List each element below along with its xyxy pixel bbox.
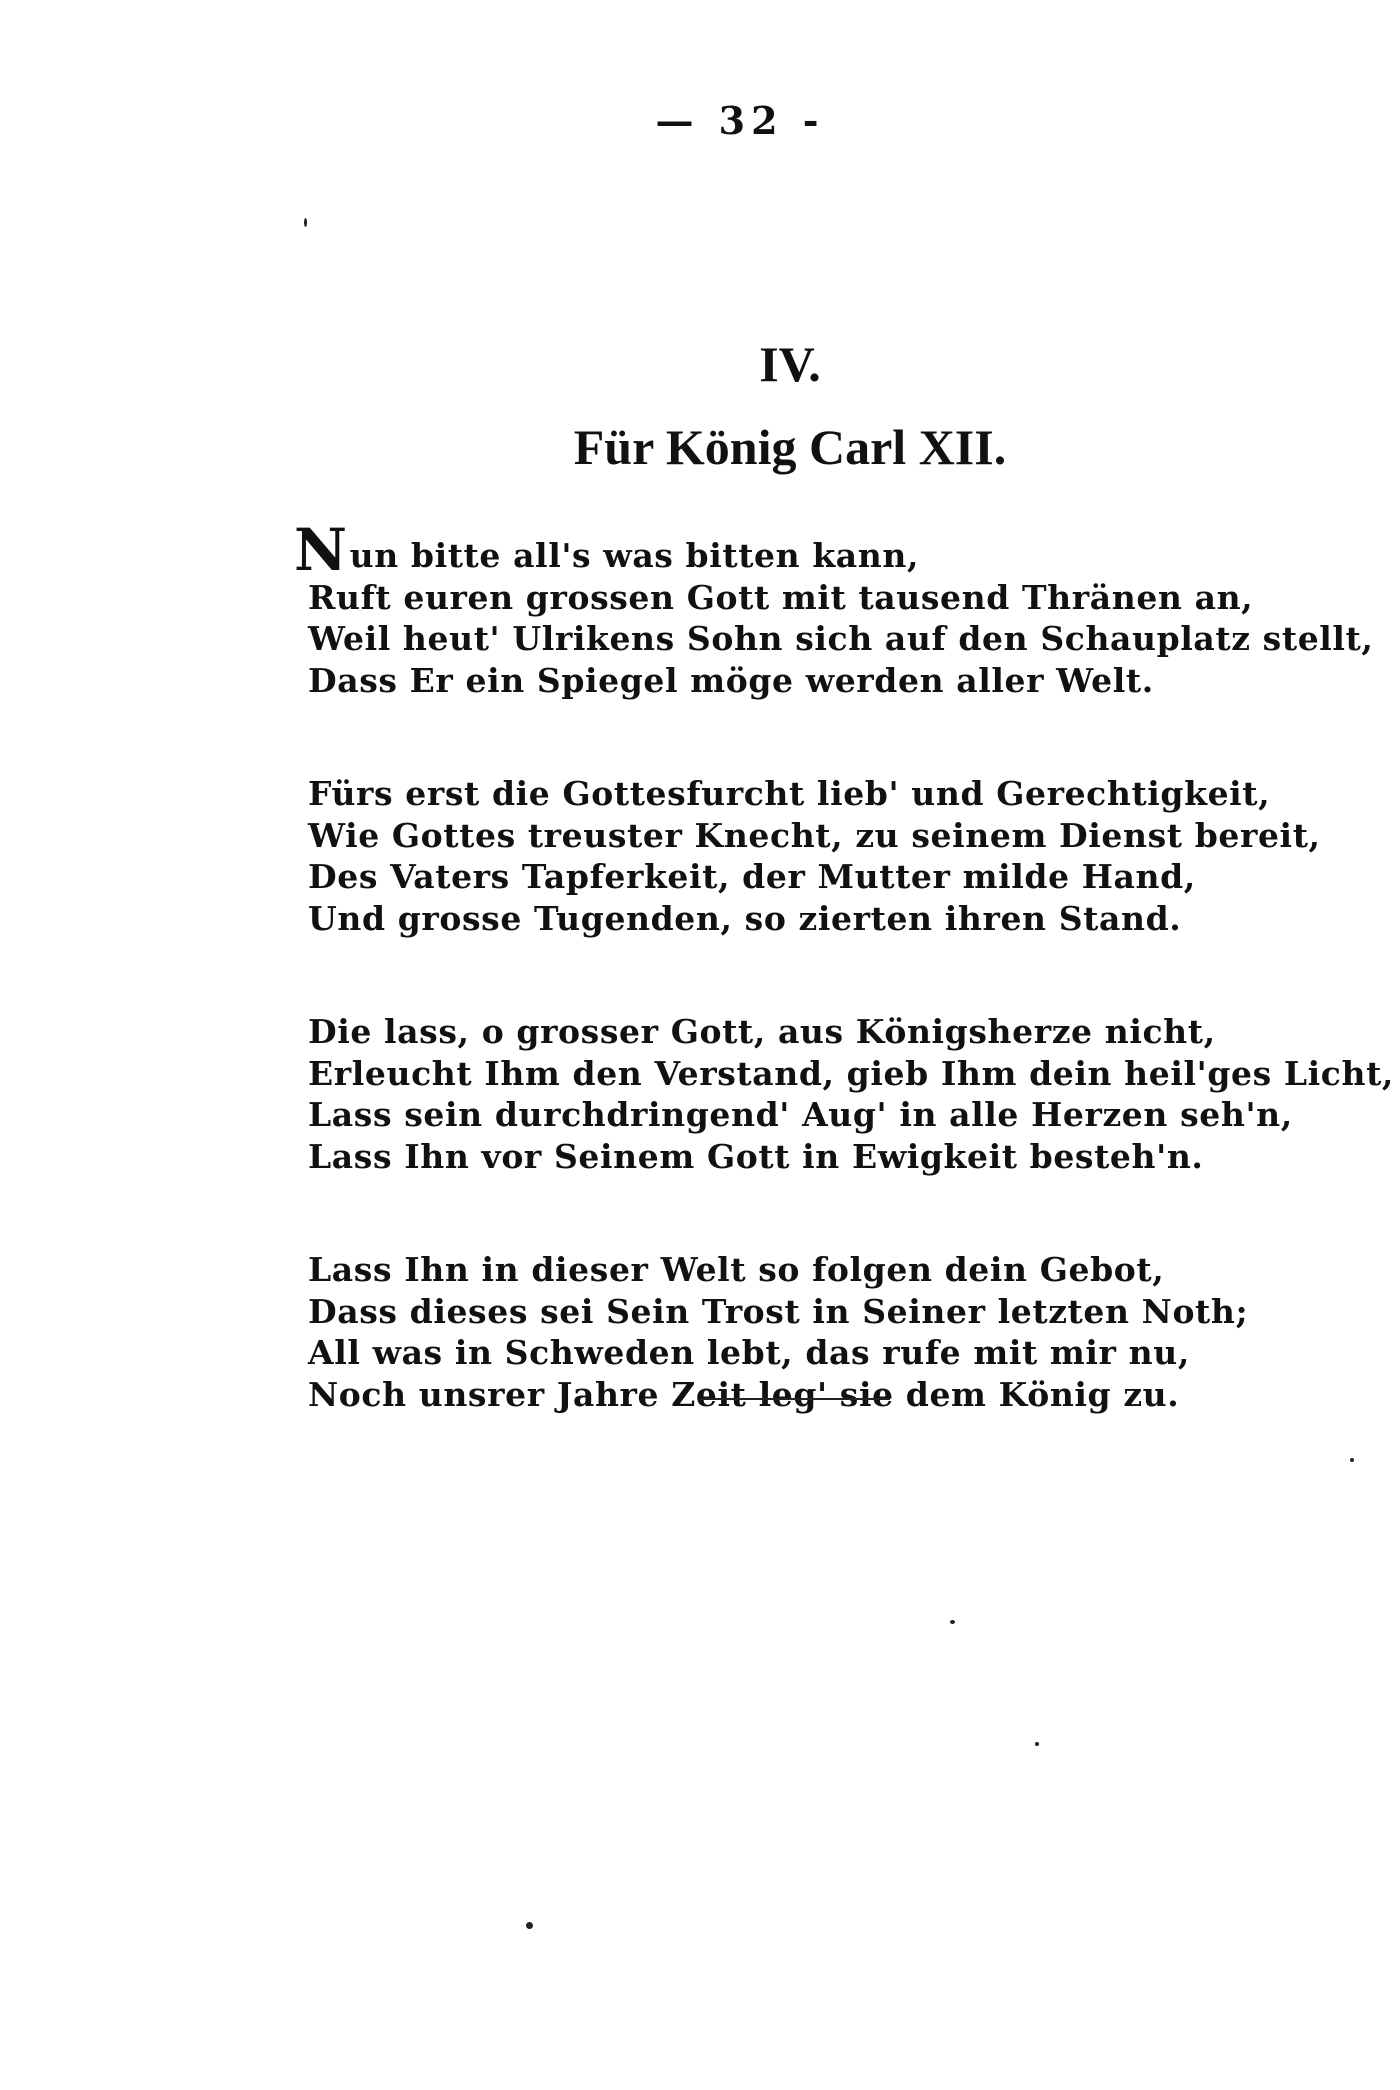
print-speck — [526, 1922, 533, 1929]
print-speck — [304, 218, 307, 227]
stanza-3 — [308, 1011, 1395, 1177]
stanza-line: Lass sein durchdringend' Aug' in alle Herzen seh'n, — [308, 1095, 1293, 1134]
stanza-1 — [294, 516, 1374, 701]
stanza-line: Weil heut' Ulrikens Sohn sich auf den Schauplatz stellt, — [308, 619, 1374, 658]
poem-body — [294, 516, 1395, 1487]
stanza-line: Ruft euren grossen Gott mit tausend Thränen an, — [308, 577, 1254, 617]
closing-rule — [700, 1398, 890, 1400]
stanza-line: Lass Ihn in dieser Welt so folgen dein Gebot, — [308, 1250, 1165, 1289]
stanza-line: Erleucht Ihm den Verstand, gieb Ihm dein heil'ges Licht, — [308, 1053, 1395, 1093]
page-number: — 32 - — [655, 98, 825, 143]
poem-title: Für König Carl XII. — [573, 419, 1007, 475]
stanza-line: Dass dieses sei Sein Trost in Seiner letzten Noth; — [308, 1291, 1249, 1331]
stanza-2 — [308, 773, 1328, 939]
stanza-line: Dass Er ein Spiegel möge werden aller Welt. — [308, 660, 1154, 700]
drop-cap: N — [294, 516, 348, 584]
stanza-4 — [308, 1249, 1328, 1415]
print-speck — [950, 1620, 955, 1624]
stanza-line: Wie Gottes treuster Knecht, zu seinem Dienst bereit, — [308, 815, 1321, 855]
print-speck — [1035, 1742, 1039, 1746]
print-speck — [1350, 1458, 1354, 1462]
section-numeral: IV. — [759, 336, 821, 392]
stanza-line: Fürs erst die Gottesfurcht lieb' und Gerechtigkeit, — [308, 774, 1271, 813]
stanza-line: All was in Schweden lebt, das rufe mit mir nu, — [308, 1333, 1190, 1372]
stanza-line: Die lass, o grosser Gott, aus Königsherze nicht, — [308, 1012, 1216, 1051]
stanza-line: Noch unsrer Jahre Zeit leg' sie dem König zu. — [308, 1374, 1180, 1414]
stanza-line: Und grosse Tugenden, so zierten ihren Stand. — [308, 898, 1182, 938]
stanza-line: Lass Ihn vor Seinem Gott in Ewigkeit besteh'n. — [308, 1136, 1204, 1176]
line-text: un bitte all's was bitten kann, — [349, 536, 920, 575]
stanza-line: Des Vaters Tapferkeit, der Mutter milde Hand, — [308, 857, 1196, 896]
stanza-line — [294, 516, 1328, 584]
